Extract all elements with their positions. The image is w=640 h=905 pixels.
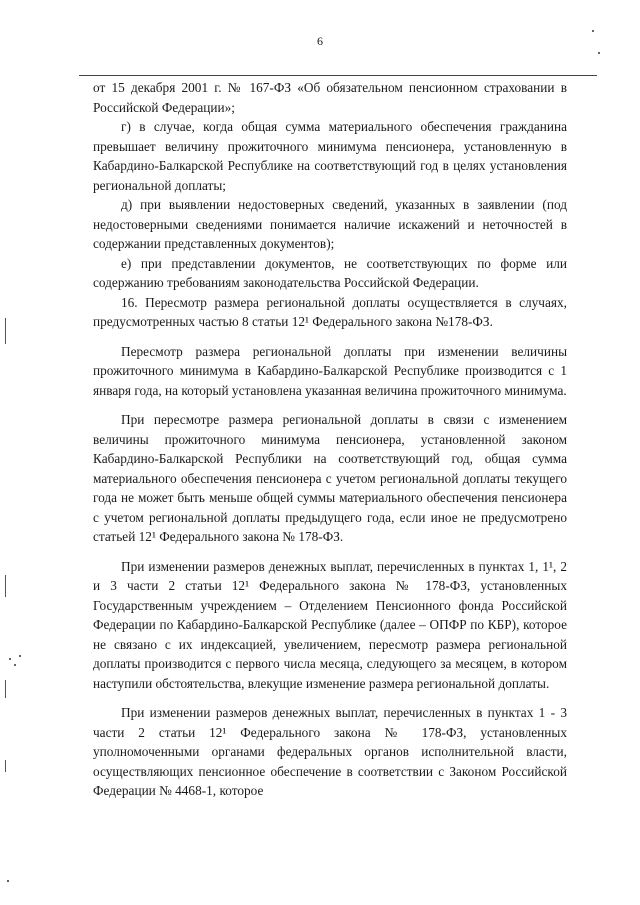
paragraph-clause-16: 16. Пересмотр размера региональной доплаты осуществляется в случаях, предусмотренных частью 8 статьи 12¹ Федерального закона №178-ФЗ. <box>93 294 567 329</box>
scan-dot <box>9 658 11 660</box>
scan-dot <box>14 664 16 666</box>
header-rule <box>79 75 597 76</box>
paragraph-subsistence-change: Пересмотр размера региональной доплаты при изменении величины прожиточного минимума в Кабардино-Балкарской Республике производится с 1 января года, на который установлена указанная величина прожиточного минимума. <box>93 343 567 398</box>
scan-mark <box>5 760 6 772</box>
paragraph-payments-opfr: При изменении размеров денежных выплат, перечисленных в пунктах 1, 1¹, 2 и 3 части 2 статьи 12¹ Федерального закона № 178-ФЗ, установленных Государственным учреждением – Отделением Пенсионного фонда Российской Федерации по Кабардино-Балкарской Республике (далее – ОПФР по КБР), которое не связано с их индексацией, увеличением, пересмотр размера региональной доплаты производится с первого числа месяца, следующего за месяцем, в котором наступили обстоятельства, влекущие изменение размера региональной доплаты. <box>93 558 567 691</box>
scan-mark <box>5 680 6 698</box>
paragraph-continuation: от 15 декабря 2001 г. № 167-ФЗ «Об обязательном пенсионном страховании в Российской Федерации»; <box>93 80 567 115</box>
paragraph-recalculation: При пересмотре размера региональной доплаты в связи с изменением величины прожиточного минимума пенсионера, установленной законом Кабардино-Балкарской Республики на соответствующий год, общая сумма материального обеспечения пенсионера с учетом региональной доплаты текущего года не может быть меньше общей суммы материального обеспечения пенсионера с учетом региональной доплаты предыдущего года, если иное не предусмотрено статьей 12¹ Федерального закона № 178-ФЗ. <box>93 412 567 544</box>
page-number: 6 <box>317 34 323 48</box>
scan-dot <box>598 52 600 54</box>
paragraph-item-e: е) при представлении документов, не соответствующих по форме или содержанию требованиям законодательства Российской Федерации. <box>93 255 567 290</box>
scan-dot <box>7 880 9 882</box>
scan-mark <box>5 575 6 597</box>
scan-dot <box>592 30 594 32</box>
scan-mark <box>5 318 6 344</box>
scan-dot <box>19 655 21 657</box>
paragraph-item-g: г) в случае, когда общая сумма материального обеспечения гражданина превышает величину прожиточного минимума пенсионера, установленную в Кабардино-Балкарской Республике на соответствующий год в целях установления региональной доплаты; <box>93 119 567 193</box>
document-body <box>93 78 567 801</box>
paragraph-item-d: д) при выявлении недостоверных сведений, указанных в заявлении (под недостоверными сведениями понимается наличие искажений и неточностей в содержании представленных документов); <box>93 197 567 251</box>
paragraph-payments-federal: При изменении размеров денежных выплат, перечисленных в пунктах 1 - 3 части 2 статьи 12¹ Федерального закона № 178-ФЗ, установленных уполномоченными органами федеральных органов исполнительной власти, осуществляющих пенсионное обеспечение в соответствии с Законом Российской Федерации № 4468-1, которое <box>93 705 567 798</box>
